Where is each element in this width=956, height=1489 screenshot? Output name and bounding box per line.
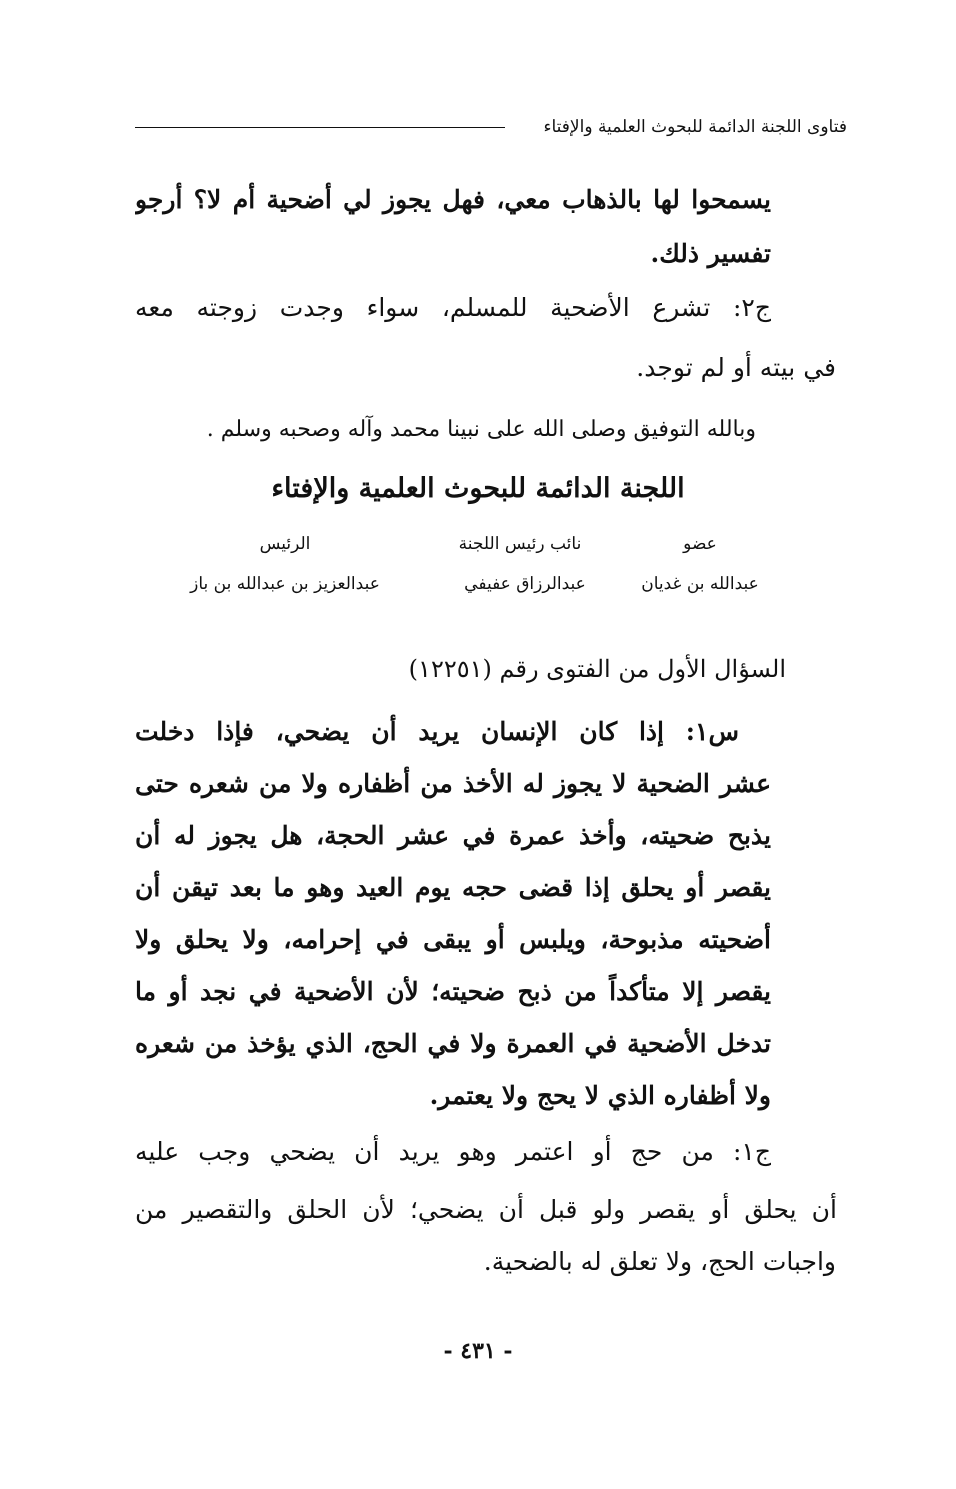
question-continuation-line: تفسير ذلك.: [650, 239, 771, 268]
header-rule: [135, 127, 505, 128]
signature-role-member: عضو: [683, 534, 717, 554]
question-line: تدخل الأضحية في العمرة ولا في الحج، الذي يؤخذ من شعره: [135, 1029, 771, 1058]
answer-line: واجبات الحج، ولا تعلق له بالضحية.: [483, 1247, 836, 1276]
question-continuation-line: يسمحوا لها بالذهاب معي، فهل يجوز لي أضحية أم لا؟ أرجو: [135, 185, 771, 214]
signature-name-vice-president: عبدالرزاق عفيفي: [464, 574, 586, 594]
question-line: يقصر إلا متأكداً من ذبح ضحيته؛ لأن الأضحية في نجد أو ما: [135, 977, 771, 1006]
signature-role-president: الرئيس: [259, 534, 311, 554]
running-header-title: فتاوى اللجنة الدائمة للبحوث العلمية والإفتاء: [543, 117, 847, 137]
answer-line: أن يحلق أو يقصر ولو قبل أن يضحي؛ لأن الحلق والتقصير من: [135, 1195, 837, 1224]
fatwa-heading: السؤال الأول من الفتوى رقم (١٢٢٥١): [408, 655, 786, 683]
question-line: س١: إذا كان الإنسان يريد أن يضحي، فإذا دخلت: [135, 717, 739, 746]
answer-line: ج٢: تشرع الأضحية للمسلم، سواء وجدت زوجته معه: [135, 293, 771, 322]
signature-name-president: عبدالعزيز بن عبدالله بن باز: [190, 574, 380, 594]
closing-formula: وبالله التوفيق وصلى الله على نبينا محمد وآله وصحبه وسلم .: [206, 417, 756, 442]
question-line: عشر الضحية لا يجوز له الأخذ من أظفاره ولا من شعره حتى: [135, 769, 771, 798]
running-header: [135, 112, 847, 142]
page-number: - ٤٣١ -: [443, 1338, 513, 1364]
question-line: ولا أظفاره الذي لا يحج ولا يعتمر.: [429, 1081, 771, 1110]
question-line: أضحيته مذبوحة، ويلبس أو يبقى في إحرامه، ولا يحلق ولا: [135, 925, 771, 954]
signature-role-vice-president: نائب رئيس اللجنة: [458, 534, 582, 554]
question-line: يقصر أو يحلق إذا قضى حجه يوم العيد وهو ما بعد تيقن أن: [135, 873, 771, 902]
committee-name: اللجنة الدائمة للبحوث العلمية والإفتاء: [271, 473, 685, 504]
answer-line: ج١: من حج أو اعتمر وهو يريد أن يضحي وجب عليه: [135, 1137, 771, 1166]
question-line: يذبح ضحيته، وأخذ عمرة في عشر الحجة، هل يجوز له أن: [135, 821, 771, 850]
answer-line: في بيته أو لم توجد.: [636, 353, 836, 382]
signature-name-member: عبدالله بن غديان: [641, 574, 759, 594]
